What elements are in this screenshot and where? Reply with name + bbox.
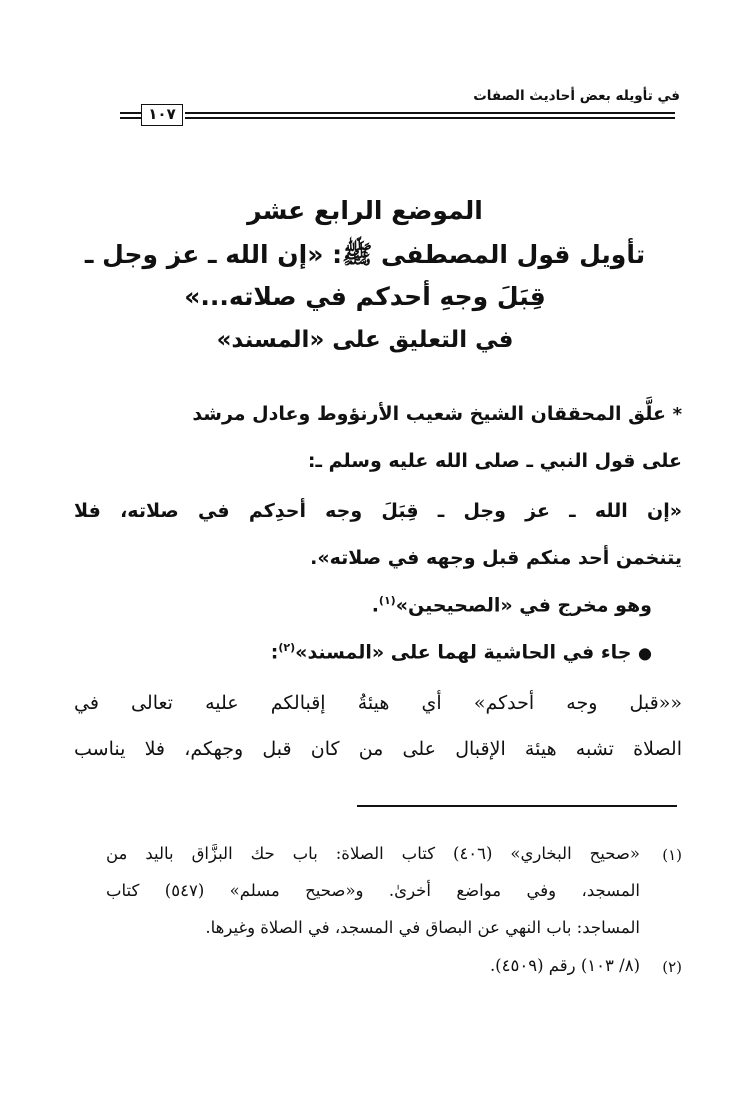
header-rule-top — [185, 112, 675, 114]
hashiya-text: جاء في الحاشية لهما على «المسند» — [295, 641, 632, 664]
explanation-line1: ««قبل وجه أحدكم» أي هيئةُ إقبالكم عليه تعالى في — [74, 692, 682, 714]
footnote-1-mark: (١) — [662, 846, 682, 864]
footnote-ref-1: (١) — [378, 594, 396, 607]
round-bullet: ● — [638, 643, 652, 663]
footnote-1-line3: المساجد: باب النهي عن البصاق في المسجد، في الصلاة وغيرها. — [205, 918, 640, 937]
section-subtitle-line1: تأويل قول المصطفى ﷺ: «إن الله ـ عز وجل ـ — [84, 240, 646, 269]
footnote-1-line1: «صحيح البخاري» (٤٠٦) كتاب الصلاة: باب حك البزَّاق باليد من — [106, 844, 640, 863]
footnote-2-mark: (٢) — [662, 958, 682, 976]
hadith-quote-line2: يتنخمن أحد منكم قبل وجهه في صلاته». — [310, 547, 682, 569]
explanation-line2: الصلاة تشبه هيئة الإقبال على من كان قبل وجهكم، فلا يناسب — [74, 738, 682, 760]
section-subtitle-line2: قِبَلَ وجهِ أحدكم في صلاته...» — [184, 282, 546, 311]
star-bullet: * — [672, 404, 682, 425]
footnote-1-line2: المسجد، وفي مواضع أخرىٰ. و«صحيح مسلم» (٥٤٧) كتاب — [106, 881, 640, 900]
section-title: الموضع الرابع عشر — [247, 196, 483, 225]
header-rule-left-bottom — [120, 117, 142, 119]
header-rule-left-top — [120, 112, 142, 114]
intro-text: علَّق المحققان الشيخ شعيب الأرنؤوط وعادل مرشد — [192, 403, 666, 425]
takhrij-text: وهو مخرج في «الصحيحين» — [395, 594, 652, 617]
page-number: ١٠٧ — [141, 104, 183, 126]
footnote-2-line1: (٨/ ١٠٣) رقم (٤٥٠٩). — [489, 956, 640, 975]
paragraph-intro-line2: على قول النبي ـ صلى الله عليه وسلم ـ: — [307, 450, 682, 472]
footnote-separator — [357, 805, 677, 807]
header-rule-bottom — [185, 117, 675, 119]
paragraph-intro-line1 — [42, 403, 682, 425]
section-subtitle-line3: في التعليق على «المسند» — [216, 327, 514, 353]
hadith-quote-line1: «إن الله ـ عز وجل ـ قِبَلَ وجه أحدِكم في صلاته، فلا — [74, 500, 682, 522]
footnote-ref-2: (٢) — [278, 641, 296, 654]
hashiya-line: ● جاء في الحاشية لهما على «المسند»$^{(٢)}$: — [270, 641, 652, 664]
takhrij-line: وهو مخرج في «الصحيحين»$^{(١)}$. — [371, 594, 652, 617]
running-title: في تأويله بعض أحاديث الصفات — [473, 88, 680, 104]
